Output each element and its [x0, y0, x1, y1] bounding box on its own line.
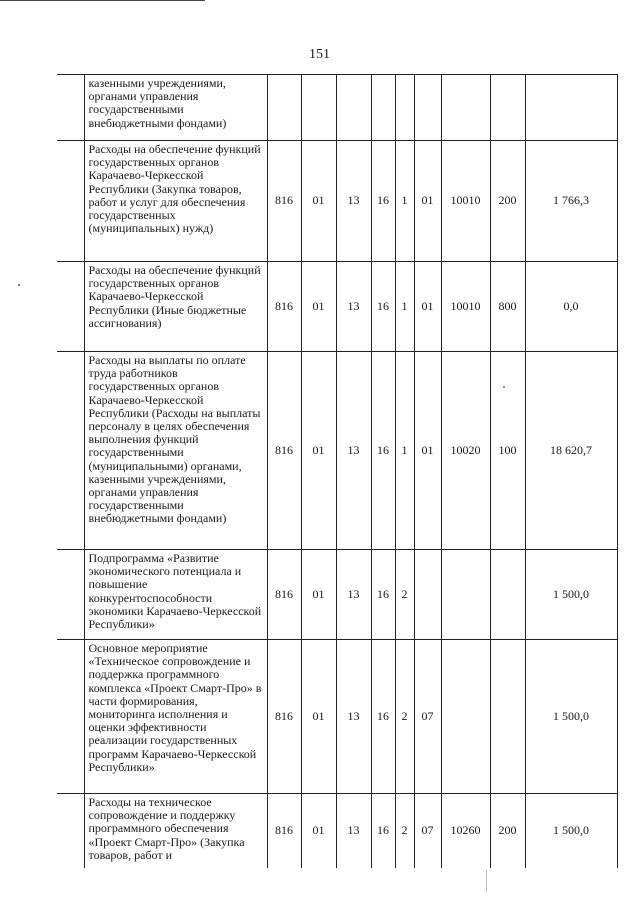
item-name: Расходы на обеспечение функций государственных органов Карачаево-Черкесской Республики (Иные бюджетные ассигнования) — [84, 262, 267, 352]
blank-cell — [57, 640, 84, 794]
section-code — [301, 75, 336, 141]
subprogram-code — [395, 75, 414, 141]
budget-table — [57, 74, 618, 868]
item-name: Основное мероприятие «Техническое сопровождение и поддержка программного комплекса «Проект Смарт-Про» в части формирования, мониторинга исполнения и оценки эффективности реализации государственных программ Карачаево-Черкесской Республики» — [84, 640, 267, 794]
program-code: 16 — [371, 550, 395, 640]
ministry-code: 816 — [267, 141, 301, 262]
ministry-code: 816 — [267, 550, 301, 640]
expense-type-code: 200 — [490, 141, 525, 262]
activity-code: 01 — [414, 352, 441, 550]
program-code: 16 — [371, 640, 395, 794]
direction-code: 10260 — [441, 794, 490, 869]
table-row — [57, 794, 617, 869]
section-code: 01 — [301, 794, 336, 869]
amount: 0,0 — [525, 262, 617, 352]
item-name: казенными учреждениями, органами управления государственными внебюджетными фондами) — [84, 75, 267, 141]
item-name: Подпрограмма «Развитие экономического потенциала и повышение конкурентоспособности экономики Карачаево-Черкесской Республики» — [84, 550, 267, 640]
expense-type-code: 100 — [490, 352, 525, 550]
table-row — [57, 141, 617, 262]
table-row — [57, 352, 617, 550]
amount — [525, 75, 617, 141]
activity-code: 01 — [414, 141, 441, 262]
direction-code: 10020 — [441, 352, 490, 550]
amount: 1 500,0 — [525, 640, 617, 794]
subprogram-code: 2 — [395, 794, 414, 869]
amount: 1 766,3 — [525, 141, 617, 262]
activity-code — [414, 75, 441, 141]
program-code: 16 — [371, 141, 395, 262]
amount: 18 620,7 — [525, 352, 617, 550]
direction-code — [441, 550, 490, 640]
subsection-code: 13 — [336, 550, 371, 640]
table-row — [57, 262, 617, 352]
blank-cell — [57, 75, 84, 141]
item-name: Расходы на выплаты по оплате труда работников государственных органов Карачаево-Черкесской Республики (Расходы на выплаты персоналу в целях обеспечения выполнения функций государственными (муниципальными) органами, казенными учреждениями, органами управления государственными внебюджетными фондами) — [84, 352, 267, 550]
expense-type-code: 200 — [490, 794, 525, 869]
section-code: 01 — [301, 640, 336, 794]
subsection-code — [336, 75, 371, 141]
blank-cell — [57, 794, 84, 869]
table-row — [57, 550, 617, 640]
section-code: 01 — [301, 262, 336, 352]
table-row — [57, 75, 617, 141]
expense-type-code — [490, 75, 525, 141]
direction-code: 10010 — [441, 262, 490, 352]
amount: 1 500,0 — [525, 794, 617, 869]
subsection-code: 13 — [336, 262, 371, 352]
activity-code — [414, 550, 441, 640]
subsection-code: 13 — [336, 141, 371, 262]
direction-code — [441, 75, 490, 141]
blank-cell — [57, 262, 84, 352]
table-row — [57, 640, 617, 794]
subprogram-code: 1 — [395, 352, 414, 550]
section-code: 01 — [301, 550, 336, 640]
direction-code: 10010 — [441, 141, 490, 262]
direction-code — [441, 640, 490, 794]
subprogram-code: 1 — [395, 141, 414, 262]
ministry-code: 816 — [267, 794, 301, 869]
blank-cell — [57, 352, 84, 550]
subprogram-code: 1 — [395, 262, 414, 352]
page-number: 151 — [309, 47, 330, 62]
scan-line — [486, 870, 487, 892]
program-code: 16 — [371, 794, 395, 869]
subsection-code: 13 — [336, 794, 371, 869]
activity-code: 07 — [414, 794, 441, 869]
activity-code: 01 — [414, 262, 441, 352]
expense-type-code — [490, 550, 525, 640]
ministry-code — [267, 75, 301, 141]
item-name: Расходы на обеспечение функций государственных органов Карачаево-Черкесской Республики (Закупка товаров, работ и услуг для обеспечения государственных (муниципальных) нужд) — [84, 141, 267, 262]
ministry-code: 816 — [267, 262, 301, 352]
program-code: 16 — [371, 262, 395, 352]
subsection-code: 13 — [336, 352, 371, 550]
blank-cell — [57, 141, 84, 262]
top-rule — [0, 0, 205, 1]
expense-type-code: 800 — [490, 262, 525, 352]
section-code: 01 — [301, 141, 336, 262]
subprogram-code: 2 — [395, 550, 414, 640]
activity-code: 07 — [414, 640, 441, 794]
ministry-code: 816 — [267, 352, 301, 550]
blank-cell — [57, 550, 84, 640]
amount: 1 500,0 — [525, 550, 617, 640]
program-code: 16 — [371, 352, 395, 550]
section-code: 01 — [301, 352, 336, 550]
expense-type-code — [490, 640, 525, 794]
program-code — [371, 75, 395, 141]
margin-mark — [18, 284, 20, 286]
subprogram-code: 2 — [395, 640, 414, 794]
item-name: Расходы на техническое сопровождение и поддержку программного обеспечения «Проект Смарт-Про» (Закупка товаров, работ и — [84, 794, 267, 869]
ministry-code: 816 — [267, 640, 301, 794]
subsection-code: 13 — [336, 640, 371, 794]
